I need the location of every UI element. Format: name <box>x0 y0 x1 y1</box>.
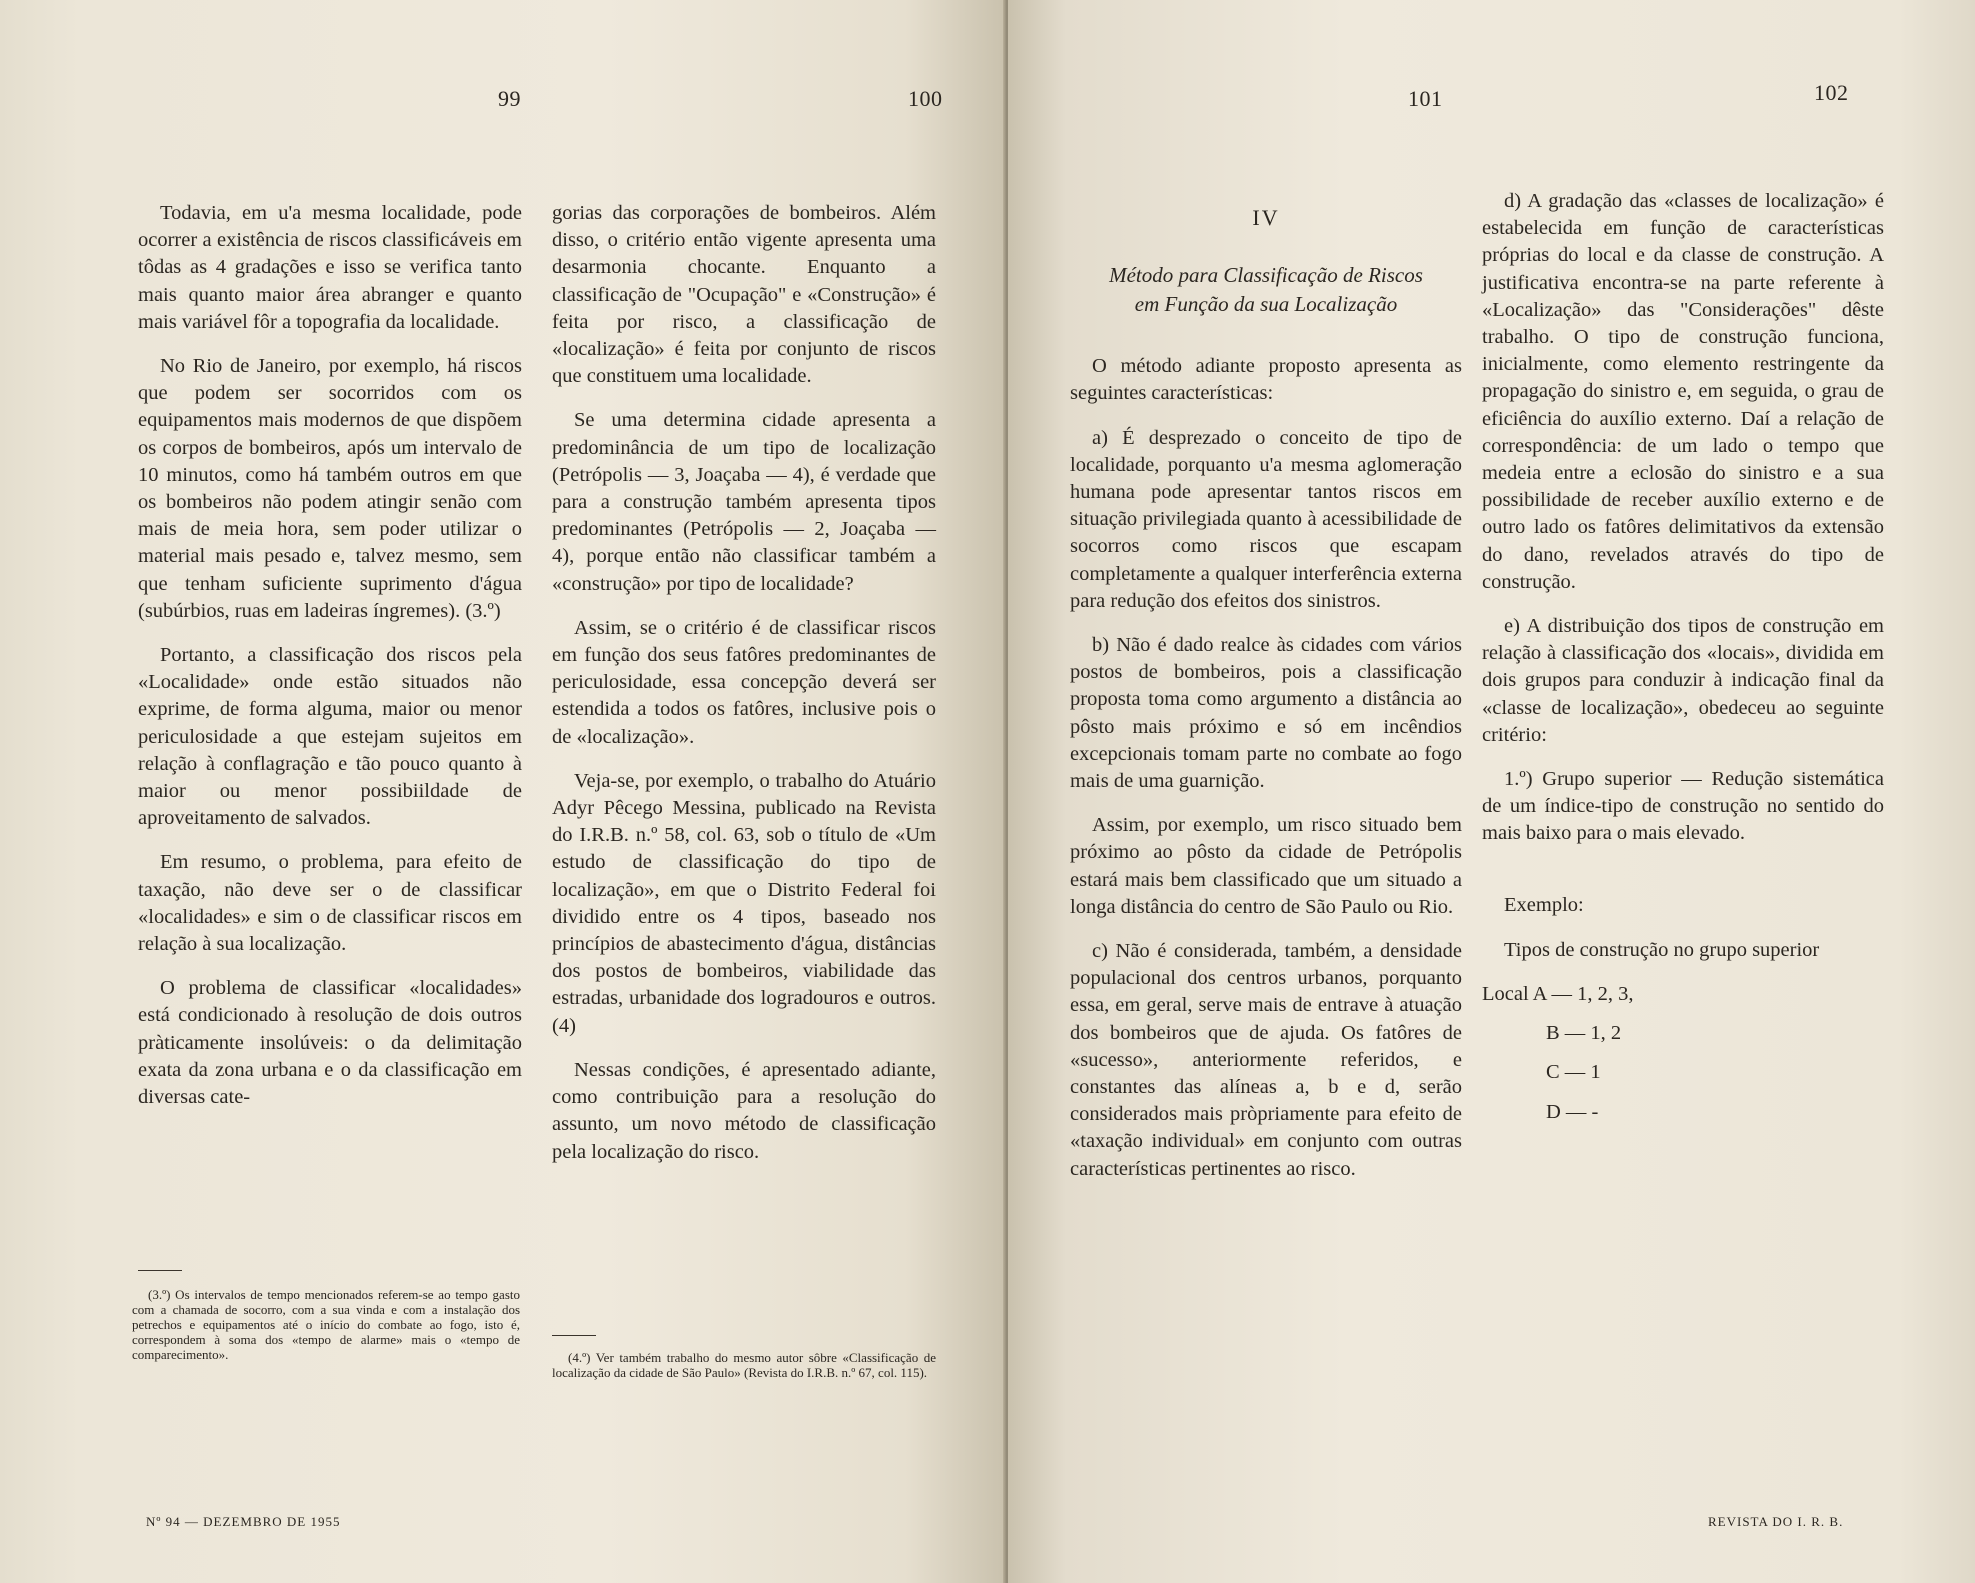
paragraph: c) Não é considerada, também, a densidade populacional dos centros urbanos, porquanto essa, em geral, serve mais de entrave à atuação dos bombeiros que de ajuda. Os fatôres de «sucesso», anteriormente referidos, e constantes das alíneas a, b e d, serão considerados mais pròpriamente para efeito de «taxação individual» em conjunto com outras características pertinentes ao risco. <box>1070 940 1462 1180</box>
paragraph: O método adiante proposto apresenta as seguintes características: <box>1070 355 1462 405</box>
paragraph: Nessas condições, é apresentado adiante, como contribuição para a resolução do assunto, um novo método de classificação pela localização do risco. <box>552 1058 936 1163</box>
paragraph: b) Não é dado realce às cidades com vários postos de bombeiros, pois a classificação proposta toma como argumento a distância ao pôsto mais próximo e só em incêndios excepcionais tomam parte no combate ao fogo mais de uma guarnição. <box>1070 634 1462 793</box>
paragraph: Veja-se, por exemplo, o trabalho do Atuário Adyr Pêcego Messina, publicado na Revista do I.R.B. n.º 58, col. 63, sob o título de «Um estudo de classificação do tipo de localização», em que o Distrito Federal foi dividido entre os 4 tipos, baseado nos princípios de abastecimento d'água, distâncias dos postos de bombeiros, viabilidade das estradas, urbanidade dos logradouros e outros. (4) <box>552 769 936 1037</box>
paragraph: e) A distribuição dos tipos de construção em relação à classificação dos «locais», dividida em dois grupos para conduzir à indicação final da «classe de localização», obedeceu ao seguinte critério: <box>1482 615 1884 746</box>
list-item: C — 1 <box>1546 1061 1601 1084</box>
paragraph: Portanto, a classificação dos riscos pela «Localidade» onde estão situados não exprime, de forma alguma, maior ou menor periculosidade a que estejam sujeitos em relação à conflagração e tão pouco quanto à maior ou menor possibiildade de aproveitamento de salvados. <box>138 644 522 830</box>
paragraph: gorias das corporações de bombeiros. Além disso, o critério então vigente apresenta uma desarmonia chocante. Enquanto a classificação de "Ocupação" e «Construção» é feita por risco, a classificação de «localização» é feita por conjunto de riscos que constituem uma localidade. <box>552 202 936 388</box>
paragraph: No Rio de Janeiro, por exemplo, há riscos que podem ser socorridos com os equipamentos mais modernos de que dispõem os corpos de bombeiros, após um intervalo de 10 minutos, como há também outros em que os bombeiros não podem atingir senão com mais de meia hora, sem poder utilizar o material mais pesado e, talvez mesmo, sem que tenham suficiente suprimento d'água (subúrbios, ruas em ladeiras íngremes). (3.º) <box>138 355 522 622</box>
page-number-100: 100 <box>908 86 943 111</box>
page-footer-issue: Nº 94 — DEZEMBRO DE 1955 <box>146 1514 341 1529</box>
page-99-footnote <box>132 1287 520 1362</box>
paragraph: a) É desprezado o conceito de tipo de localidade, porquanto u'a mesma aglomeração humana pode apresentar tantos riscos em situação privilegiada quanto à acessibilidade de socorros como riscos que escapam completamente a qualquer interferência externa para redução dos efeitos dos sinistros. <box>1070 426 1462 612</box>
list-item: Local A — 1, 2, 3, <box>1482 983 1634 1006</box>
paragraph: d) A gradação das «classes de localização» é estabelecida em função de características próprias do local e da classe de construção. A justificativa encontra-se na parte referente à «Localização» das "Considerações" dêste trabalho. O tipo de construção funciona, inicialmente, como elemento restringente da propagação do sinistro e, em seguida, o grau de eficiência do auxílio externo. Daí a relação de correspondência: de um lado o tempo que medeia entre a eclosão do sinistro e a sua possibilidade de receber auxílio externo e de outro lado os fatôres delimitativos da extensão do dano, revelados através do tipo de construção. <box>1482 190 1884 593</box>
paragraph: Assim, por exemplo, um risco situado bem próximo ao pôsto da cidade de Petrópolis estará mais bem classificado que um situado a longa distância do centro de São Paulo ou Rio. <box>1070 814 1462 918</box>
paragraph: Se uma determina cidade apresenta a predominância de um tipo de localização (Petrópolis — 3, Joaçaba — 4), é verdade que para a construção também apresenta tipos predominantes (Petrópolis — 2, Joaçaba — 4), porque então não classificar também a «construção» por tipo de localidade? <box>552 409 936 595</box>
page-number-99: 99 <box>498 86 521 111</box>
page-number-101: 101 <box>1408 86 1443 111</box>
footnote-rule <box>552 1335 596 1336</box>
section-number: IV <box>1252 205 1280 230</box>
footnote: (4.º) Ver também trabalho do mesmo autor sôbre «Classificação de localização da cidade de São Paulo» (Revista do I.R.B. n.º 67, col. 115). <box>552 1350 936 1380</box>
paragraph: Em resumo, o problema, para efeito de taxação, não deve ser o de classificar «localidades» e sim o de classificar riscos em relação à sua localização. <box>138 851 522 956</box>
example-intro: Tipos de construção no grupo superior <box>1504 938 1820 961</box>
paragraph: Todavia, em u'a mesma localidade, pode ocorrer a existência de riscos classificáveis em tôdas as 4 gradações e isso se verifica tanto mais quanto maior área abranger e quanto mais variável fôr a topografia da localidade. <box>138 202 522 333</box>
paragraph: Assim, se o critério é de classificar riscos em função dos seus fatôres predominantes de periculosidade, essa concepção deverá ser estendida a todos os fatôres, inclusive pois o de «localização». <box>552 616 936 748</box>
page-101-column <box>1070 204 1462 1200</box>
page-footer-journal: REVISTA DO I. R. B. <box>1708 1514 1844 1529</box>
footnote: (3.º) Os intervalos de tempo mencionados referem-se ao tempo gasto com a chamada de socorro, com a sua vinda e com a instalação dos petrechos e equipamentos até o início do combate ao fogo, isto é, correspondem à soma dos «tempo de alarme» mais o «tempo de comparecimento». <box>132 1287 520 1362</box>
page-100-column <box>552 200 936 1183</box>
section-title <box>1070 261 1462 319</box>
paragraph: 1.º) Grupo superior — Redução sistemática de um índice-tipo de construção no sentido do mais baixo para o mais elevado. <box>1482 768 1884 845</box>
page-100-footnote <box>552 1350 936 1380</box>
page-number-102: 102 <box>1814 80 1849 105</box>
list-item: D — - <box>1546 1100 1599 1123</box>
page-99-column <box>138 200 522 1128</box>
section-title-line: Método para Classificação de Riscos <box>1109 263 1423 288</box>
list-item: B — 1, 2 <box>1546 1022 1622 1045</box>
example-label: Exemplo: <box>1504 893 1584 916</box>
footnote-rule <box>138 1270 182 1271</box>
section-title-line: em Função da sua Localização <box>1134 292 1398 317</box>
paragraph: O problema de classificar «localidades» está condicionado à resolução de dois outros pràticamente insolúveis: o da delimitação exata da zona urbana e o da classificação em diversas cate- <box>138 977 522 1109</box>
page-102-column <box>1482 188 1884 1138</box>
right-leaf <box>1008 0 1975 1583</box>
